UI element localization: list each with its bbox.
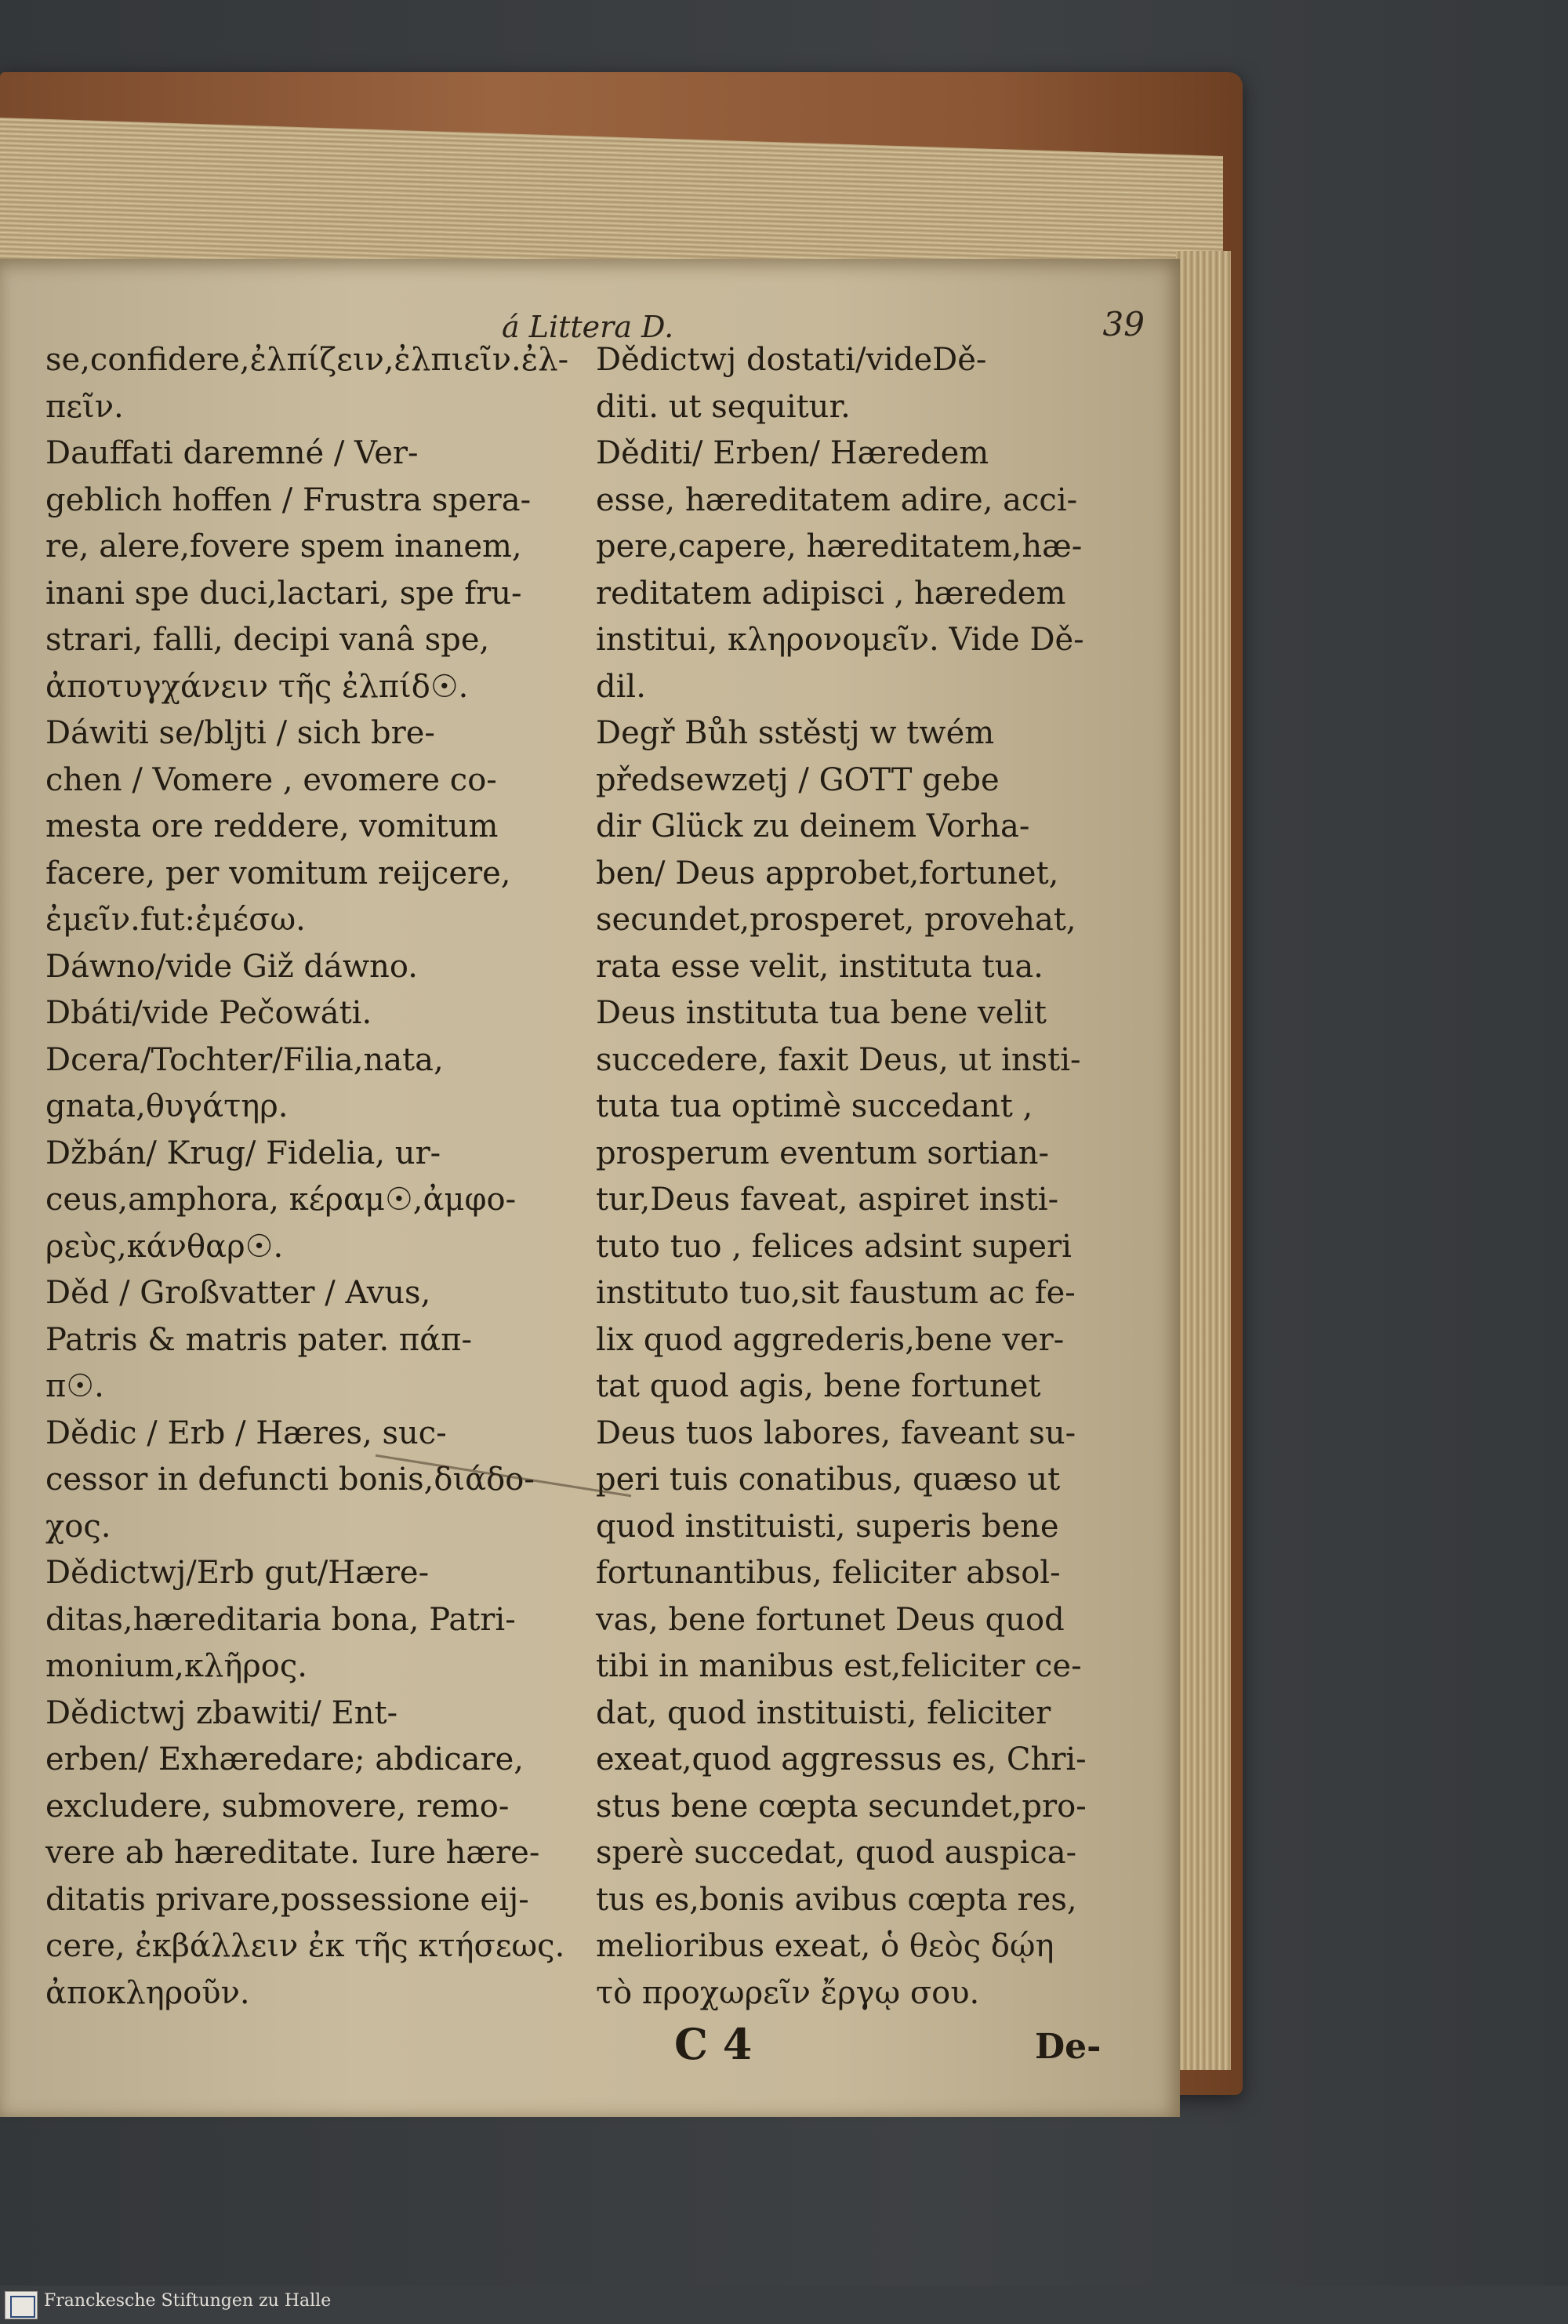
page-number: 39 xyxy=(1102,305,1145,343)
text-line: se,confidere,ἐλπίζειν,ἐλπιεῖν.ἐλ- xyxy=(45,342,569,378)
text-line: Deus instituta tua bene velit xyxy=(596,995,1047,1031)
text-line: π☉. xyxy=(45,1368,104,1404)
text-line: ἀποτυγχάνειν τῆς ἐλπίδ☉. xyxy=(45,668,469,705)
text-line: rata esse velit, instituta tua. xyxy=(596,948,1044,985)
text-line: fortunantibus, feliciter absol- xyxy=(596,1555,1061,1591)
text-line: excludere, submovere, remo- xyxy=(45,1788,510,1825)
logo-emblem-icon xyxy=(10,2296,35,2318)
text-line: Děditi/ Erben/ Hæredem xyxy=(596,435,989,471)
text-line: gnata,θυγάτηρ. xyxy=(45,1088,289,1124)
text-line: Dbáti/vide Pečowáti. xyxy=(45,995,372,1031)
running-title: á Littera D. xyxy=(502,310,674,344)
text-line: re, alere,fovere spem inanem, xyxy=(45,528,522,565)
page-block-fore-edge xyxy=(1176,251,1231,2070)
text-line: Dcera/Tochter/Filia,nata, xyxy=(45,1041,444,1078)
text-line: Dědictwj dostati/videDě- xyxy=(596,342,987,378)
text-line: ἀποκληροῦν. xyxy=(45,1974,250,2011)
text-line: inani spe duci,lactari, spe fru- xyxy=(45,575,522,612)
catchword: De- xyxy=(1035,2027,1102,2067)
text-line: ben/ Deus approbet,fortunet, xyxy=(596,855,1059,891)
text-line: dir Glück zu deinem Vorha- xyxy=(596,808,1030,844)
text-line: facere, per vomitum reijcere, xyxy=(45,855,511,891)
right-text-column xyxy=(596,337,1152,2017)
text-line: tur,Deus faveat, aspiret insti- xyxy=(596,1182,1059,1218)
text-line: institui, κληρονομεῖν. Vide Dě- xyxy=(596,622,1084,658)
text-line: secundet,prosperet, provehat, xyxy=(596,902,1076,938)
text-line: succedere, faxit Deus, ut insti- xyxy=(596,1041,1081,1078)
text-line: vere ab hæreditate. Iure hære- xyxy=(45,1835,540,1871)
text-line: Dauffati daremné / Ver- xyxy=(45,435,419,471)
text-line: cessor in defuncti bonis,διάδο- xyxy=(45,1462,535,1498)
text-line: esse, hæreditatem adire, acci- xyxy=(596,481,1078,518)
text-line: Dědictwj/Erb gut/Hære- xyxy=(45,1555,430,1591)
text-line: vas, bene fortunet Deus quod xyxy=(596,1601,1065,1638)
text-line: tuta tua optimè succedant , xyxy=(596,1088,1033,1124)
text-line: chen / Vomere , evomere co- xyxy=(45,761,497,798)
text-line: Džbán/ Krug/ Fidelia, ur- xyxy=(45,1135,441,1171)
signature-mark: C 4 xyxy=(674,2019,753,2069)
text-line: stus bene cœpta secundet,pro- xyxy=(596,1788,1087,1825)
text-line: peri tuis conatibus, quæso ut xyxy=(596,1462,1061,1498)
text-line: Děd / Großvatter / Avus, xyxy=(45,1275,431,1311)
text-line: geblich hoffen / Frustra spera- xyxy=(45,481,532,518)
text-line: reditatem adipisci , hæredem xyxy=(596,575,1066,612)
text-line: sperè succedat, quod auspica- xyxy=(596,1835,1077,1871)
text-line: erben/ Exhæredare; abdicare, xyxy=(45,1741,524,1777)
text-line: dil. xyxy=(596,668,646,705)
text-line: monium,κλῆρος. xyxy=(45,1648,308,1684)
text-line: prosperum eventum sortian- xyxy=(596,1135,1050,1171)
text-line: tat quod agis, bene fortunet xyxy=(596,1368,1041,1404)
text-line: ρεὺς,κάνθαρ☉. xyxy=(45,1228,284,1265)
text-line: Dáwno/vide Giž dáwno. xyxy=(45,948,418,985)
text-line: mesta ore reddere, vomitum xyxy=(45,808,499,844)
text-line: dat, quod instituisti, feliciter xyxy=(596,1694,1051,1731)
text-line: strari, falli, decipi vanâ spe, xyxy=(45,622,490,658)
text-line: diti. ut sequitur. xyxy=(596,388,851,425)
text-line: τὸ προχωρεῖν ἔργῳ σου. xyxy=(596,1974,980,2011)
text-line: Deus tuos labores, faveant su- xyxy=(596,1414,1076,1451)
text-line: ditatis privare,possessione eij- xyxy=(45,1881,529,1918)
text-line: ἐμεῖν.fut:ἐμέσω. xyxy=(45,902,306,938)
text-line: tus es,bonis avibus cœpta res, xyxy=(596,1881,1077,1918)
text-line: instituto tuo,sit faustum ac fe- xyxy=(596,1275,1076,1311)
text-line: Dáwiti se/bljti / sich bre- xyxy=(45,715,435,751)
text-line: quod instituisti, superis bene xyxy=(596,1508,1059,1545)
text-line: πεῖν. xyxy=(45,388,124,425)
text-line: χος. xyxy=(45,1508,111,1545)
institution-logo-icon[interactable] xyxy=(5,2291,38,2319)
text-line: předsewzetj / GOTT gebe xyxy=(596,761,1000,798)
text-line: Degř Bůh sstěstj w twém xyxy=(596,715,995,751)
text-line: pere,capere, hæreditatem,hæ- xyxy=(596,528,1083,565)
text-line: ditas,hæreditaria bona, Patri- xyxy=(45,1601,516,1638)
text-line: Dědic / Erb / Hæres, suc- xyxy=(45,1414,447,1451)
text-line: exeat,quod aggressus es, Chri- xyxy=(596,1741,1087,1777)
text-line: Dědictwj zbawiti/ Ent- xyxy=(45,1694,398,1731)
text-line: ceus,amphora, κέραμ☉,ἀμφο- xyxy=(45,1182,517,1218)
footer-attribution[interactable]: Franckesche Stiftungen zu Halle xyxy=(44,2291,332,2311)
text-line: lix quod aggrederis,bene ver- xyxy=(596,1321,1065,1358)
text-line: Patris & matris pater. πάπ- xyxy=(45,1321,472,1358)
text-line: tibi in manibus est,feliciter ce- xyxy=(596,1648,1082,1684)
text-line: tuto tuo , felices adsint superi xyxy=(596,1228,1072,1265)
text-line: cere, ἐκβάλλειν ἐκ τῆς κτήσεως. xyxy=(45,1928,565,1964)
left-text-column xyxy=(45,337,594,2017)
text-line: melioribus exeat, ὁ θεὸς δῴη xyxy=(596,1928,1054,1964)
